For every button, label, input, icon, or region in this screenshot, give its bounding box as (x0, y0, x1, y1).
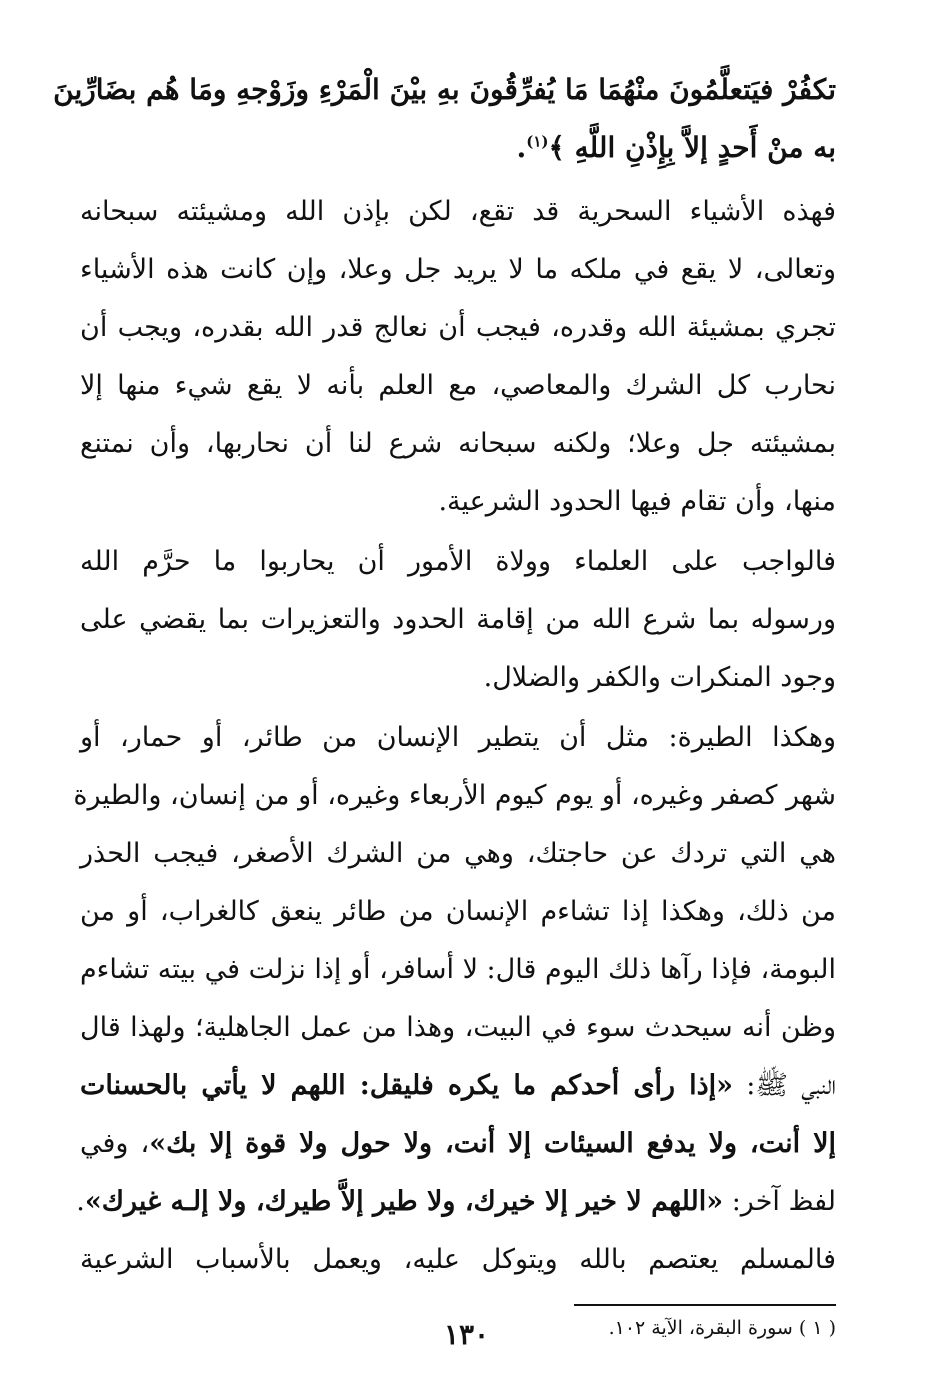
paragraph-3-line-9 (76, 1172, 836, 1232)
paragraph-2-line-3 (80, 648, 836, 708)
paragraph-3-line-6 (80, 998, 836, 1058)
line-text: وجود المنكرات والكفر والضلال. (483, 662, 836, 693)
line-text: البومة، فإذا رآها ذلك اليوم قال: لا أسافر، أو إذا نزلت في بيته تشاءم (79, 954, 836, 985)
line-text: وهكذا الطيرة: مثل أن يتطير الإنسان من طائر، أو حمار، أو (80, 722, 836, 753)
page-number: ١٣٠ (443, 1318, 490, 1351)
line-text: منها، وأن تقام فيها الحدود الشرعية. (438, 486, 836, 517)
footnote-divider (574, 1304, 836, 1306)
paragraph-1-line-4 (80, 356, 836, 416)
line-text: فهذه الأشياء السحرية قد تقع، لكن بإذن الله ومشيئته سبحانه (80, 196, 836, 227)
page-body (53, 60, 836, 1350)
paragraph-3-line-4 (80, 882, 836, 942)
verse-text: تكفُرْ فيَتعلَّمُونَ منْهُمَا مَا يُفرِّقُونَ بهِ بيْنَ الْمَرْءِ وزَوْجهِ ومَا هُم بضَارِّينَ (53, 73, 836, 106)
hadith-text: «إذا رأى أحدكم ما يكره فليقل: اللهم لا يأتي بالحسنات (80, 1070, 733, 1101)
quran-verse-line-1 (53, 60, 836, 120)
line-text: من ذلك، وهكذا إذا تشاءم الإنسان من طائر ينعق كالغراب، أو من (80, 896, 836, 927)
paragraph-3-line-7 (80, 1056, 836, 1116)
paragraph-1-line-3 (80, 298, 836, 358)
line-text: فالواجب على العلماء وولاة الأمور أن يحاربوا ما حرَّم الله (80, 546, 836, 577)
paragraph-3-line-5 (80, 940, 836, 1000)
paragraph-2-line-2 (80, 590, 836, 650)
line-text: وتعالى، لا يقع في ملكه ما لا يريد جل وعلا، وإن كانت هذه الأشياء (80, 254, 836, 285)
line-text: وظن أنه سيحدث سوء في البيت، وهذا من عمل الجاهلية؛ ولهذا قال (80, 1012, 836, 1043)
hadith-text: «اللهم لا خير إلا خيرك، ولا طير إلاَّ طيرك، ولا إلـه غيرك» (84, 1186, 724, 1217)
line-text: شهر كصفر وغيره، أو يوم كيوم الأربعاء وغيره، أو من إنسان، والطيرة (73, 780, 836, 811)
paragraph-1-line-5 (80, 414, 836, 474)
line-text: نحارب كل الشرك والمعاصي، مع العلم بأنه لا يقع شيء منها إلا (80, 370, 836, 401)
footnote-marker: (١) (526, 132, 549, 151)
paragraph-3-line-3 (80, 824, 836, 884)
paragraph-3-line-8 (80, 1114, 836, 1174)
line-text: ورسوله بما شرع الله من إقامة الحدود والتعزيرات بما يقضي على (80, 604, 836, 635)
period: . (76, 1186, 85, 1217)
verse-text: به منْ أَحدٍ إلاَّ بِإِذْنِ اللَّهِ ﴾ (548, 131, 836, 164)
period: . (516, 131, 527, 164)
paragraph-3-line-1 (80, 708, 836, 768)
paragraph-4-line-1 (80, 1230, 836, 1290)
paragraph-1-line-6 (80, 472, 836, 532)
other-wording-prefix: لفظ آخر: (723, 1186, 836, 1217)
and-in-text: ، وفي (80, 1128, 150, 1159)
quran-verse-line-2 (80, 118, 836, 178)
line-text: هي التي تردك عن حاجتك، وهي من الشرك الأصغر، فيجب الحذر (80, 838, 836, 869)
paragraph-1-line-2 (80, 240, 836, 300)
paragraph-3-line-2 (73, 766, 836, 826)
paragraph-1-line-1 (80, 182, 836, 242)
paragraph-2-line-1 (80, 532, 836, 592)
footnote: ( ١ ) سورة البقرة، الآية ١٠٢. (608, 1317, 836, 1339)
line-text: فالمسلم يعتصم بالله ويتوكل عليه، ويعمل بالأسباب الشرعية (80, 1244, 836, 1275)
prophet-prefix: النبي ﷺ: (733, 1070, 836, 1101)
hadith-text: إلا أنت، ولا يدفع السيئات إلا أنت، ولا حول ولا قوة إلا بك» (149, 1128, 836, 1159)
line-text: تجري بمشيئة الله وقدره، فيجب أن نعالج قدر الله بقدره، ويجب أن (80, 312, 836, 343)
line-text: بمشيئته جل وعلا؛ ولكنه سبحانه شرع لنا أن نحاربها، وأن نمتنع (80, 428, 836, 459)
